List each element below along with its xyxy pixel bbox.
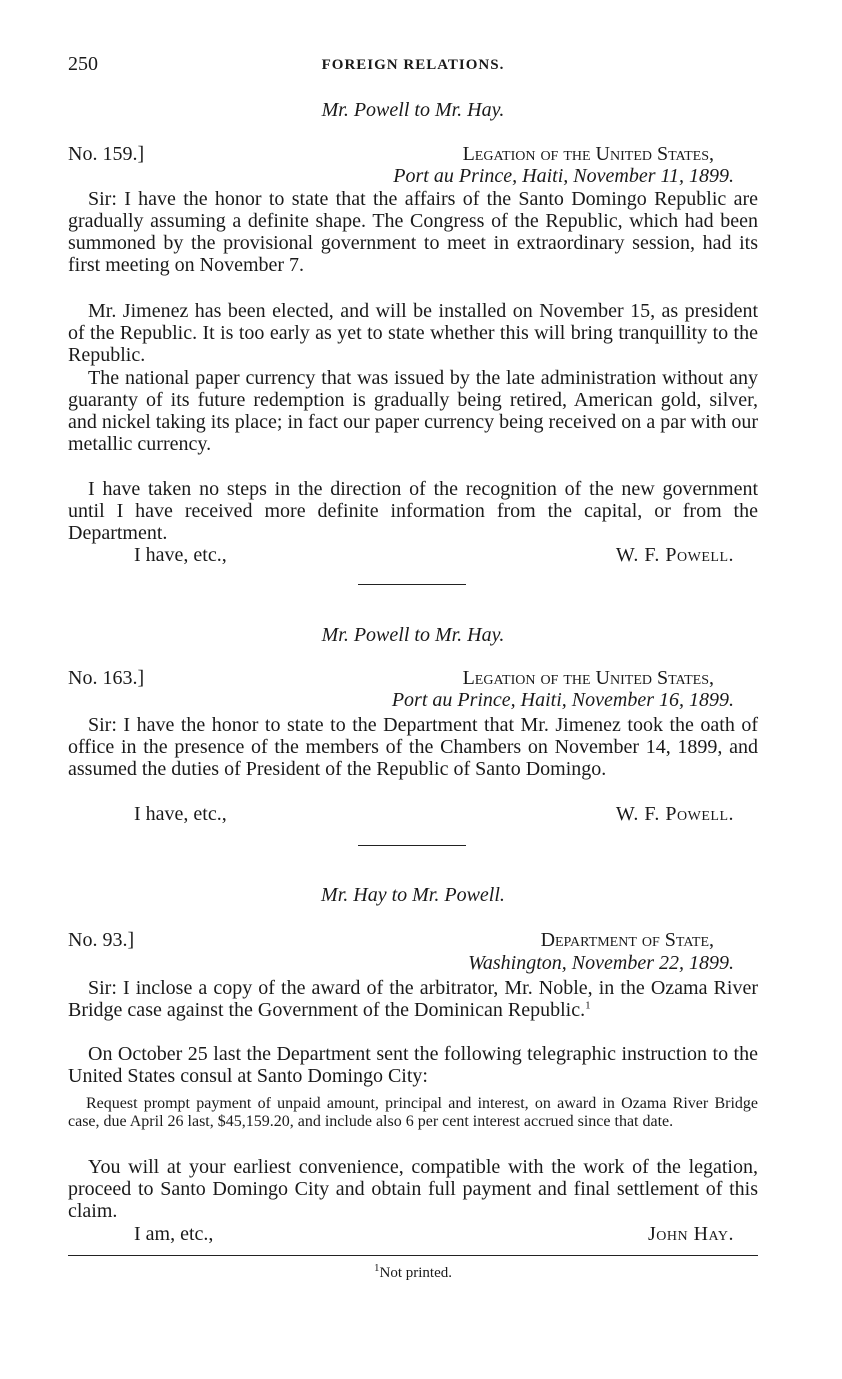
- letter-2-title: Mr. Powell to Mr. Hay.: [321, 624, 505, 646]
- letter-1-place: [463, 143, 714, 166]
- letter-3-paragraph-1-text: Sir: I inclose a copy of the award of the arbitrator, Mr. Noble, in the Ozama River Bridge case against the Government of the Dominican Republic.: [68, 977, 758, 1021]
- page-number: 250: [68, 53, 98, 75]
- telegram-quote: Request prompt payment of unpaid amount, principal and interest, on award in Ozama River Bridge case, due April 26 last, $45,159.20, and include also 6 per cent interest accrued since that date.: [68, 1095, 758, 1130]
- letter-3-department: Department of State,: [540, 929, 714, 951]
- letter-1-paragraph-4: I have taken no steps in the direction of the recognition of the new government until I have received more definite information from the capital, or from the Department.: [68, 478, 758, 544]
- letter-3-paragraph-1: [68, 977, 758, 1021]
- letter-1-paragraph-3: The national paper currency that was issued by the late administration without any guaranty of its future redemption is gradually being retired, American gold, silver, and nickel taking its place; in fact our paper currency being received on a par with our metallic currency.: [68, 367, 758, 455]
- letter-1-signature: W. F. Powell.: [615, 544, 734, 566]
- footnote-text: Not printed.: [379, 1265, 452, 1281]
- letter-3-paragraph-2: On October 25 last the Department sent the following telegraphic instruction to the United States consul at Santo Domingo City:: [68, 1043, 758, 1087]
- letter-3-number: No. 93.]: [68, 929, 135, 951]
- letter-3-date: Washington, November 22, 1899.: [468, 952, 734, 974]
- letter-2-date: Port au Prince, Haiti, November 16, 1899.: [391, 689, 734, 711]
- letter-1-number: No. 159.]: [68, 143, 145, 165]
- letter-3-paragraph-3: You will at your earliest convenience, compatible with the work of the legation, proceed to Santo Domingo City and obtain full payment and final settlement of this claim.: [68, 1156, 758, 1222]
- letter-2-signature: W. F. Powell.: [615, 803, 734, 825]
- letter-3-title: Mr. Hay to Mr. Powell.: [321, 884, 505, 906]
- footnote-rule: [68, 1255, 758, 1256]
- page-header: [68, 53, 758, 81]
- footnote-marker: 1: [374, 1262, 380, 1274]
- letter-3-place: [541, 929, 714, 952]
- section-divider-2: [358, 845, 466, 846]
- letter-1-paragraph-2: Mr. Jimenez has been elected, and will be installed on November 15, as president of the Republic. It is too early as yet to state whether this will bring tranquillity to the Republic.: [68, 300, 758, 366]
- running-head: FOREIGN RELATIONS.: [321, 57, 505, 73]
- footnote-reference: 1: [585, 999, 591, 1012]
- letter-1-paragraph-1: Sir: I have the honor to state that the affairs of the Santo Domingo Republic are gradually assuming a definite shape. The Congress of the Republic, which had been summoned by the provisional government to meet in extraordinary session, had its first meeting on November 7.: [68, 188, 758, 276]
- letter-2-paragraph-1: Sir: I have the honor to state to the Department that Mr. Jimenez took the oath of office in the presence of the members of the Chambers on November 14, 1899, and assumed the duties of President of the Republic of Santo Domingo.: [68, 714, 758, 780]
- letter-2-closing: I have, etc.,: [134, 803, 227, 825]
- letter-2-legation: Legation of the United States,: [462, 667, 714, 689]
- letter-1-legation: Legation of the United States,: [462, 143, 714, 165]
- letter-3-closing: I am, etc.,: [134, 1223, 214, 1245]
- footnote: [68, 1262, 758, 1282]
- letter-3-signature: John Hay.: [648, 1223, 734, 1245]
- letter-1-closing: I have, etc.,: [134, 544, 227, 566]
- section-divider-1: [358, 584, 466, 585]
- letter-2-number: No. 163.]: [68, 667, 145, 689]
- letter-1-title: Mr. Powell to Mr. Hay.: [321, 99, 505, 121]
- letter-2-place: [463, 667, 714, 690]
- letter-1-date: Port au Prince, Haiti, November 11, 1899.: [393, 165, 734, 187]
